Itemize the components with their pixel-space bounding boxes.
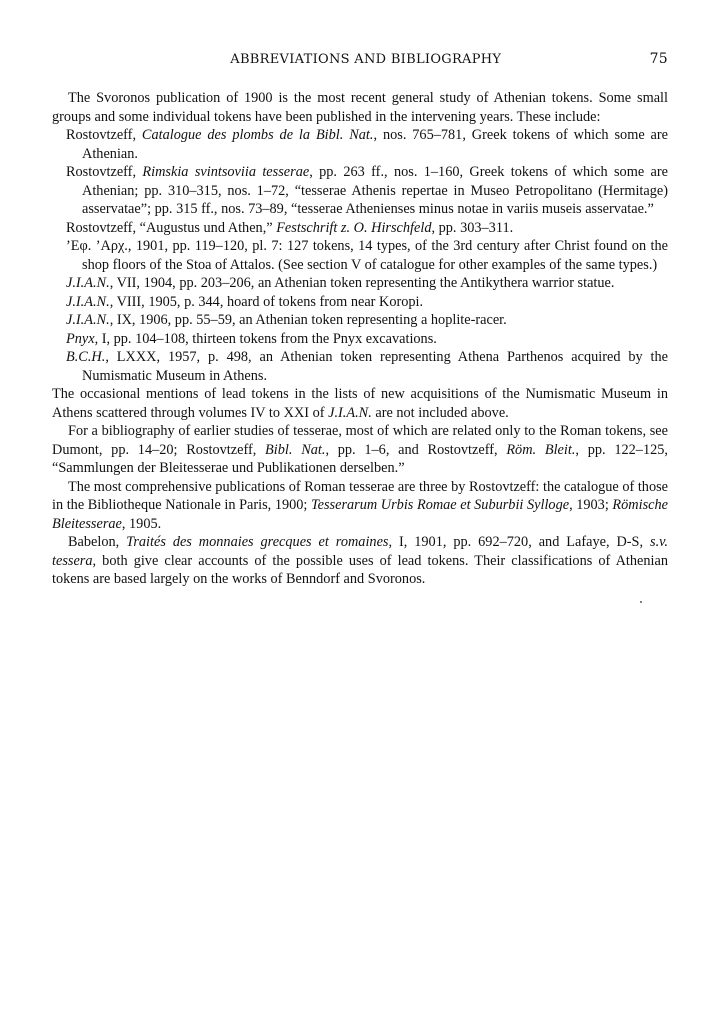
italic-title: Röm. Bleit. bbox=[506, 441, 576, 458]
italic-title: J.I.A.N. bbox=[328, 404, 372, 421]
page bbox=[52, 51, 668, 589]
text-run: For a bibliography of earlier studies of tesserae, most of which are related only to the Roman tokens, see Dumont, pp. 14–20; Rostovtzeff, bbox=[52, 423, 668, 458]
bibliography-entry bbox=[52, 293, 668, 312]
text-run: , pp. 1–6, and Rostovtzeff, bbox=[325, 441, 507, 458]
italic-title: J.I.A.N. bbox=[66, 275, 110, 291]
text-run: Babelon, bbox=[68, 534, 127, 550]
text-run: , VIII, 1905, p. 344, hoard of tokens from near Koropi. bbox=[109, 293, 424, 310]
bibliography-entry bbox=[52, 237, 668, 274]
text-run: , LXXX, 1957, p. 498, an Athenian token representing Athena Parthenos acquired by the Numismatic Museum in Athens. bbox=[82, 349, 668, 384]
bibliography-entry bbox=[52, 126, 668, 163]
italic-title: Festschrift z. O. Hirschfeld bbox=[276, 219, 432, 236]
italic-title: s.v. tessera bbox=[52, 534, 668, 569]
paragraph bbox=[52, 478, 668, 534]
text-run: The occasional mentions of lead tokens in the lists of new acquisitions of the Numismatic Museum in Athens scattered through volumes IV to XXI of bbox=[52, 386, 668, 421]
text-run: Rostovtzeff, bbox=[66, 164, 143, 180]
text-run: ’Εφ. ’Αρχ., 1901, pp. 119–120, pl. 7: 127 tokens, 14 types, of the 3rd century after Christ found on the shop floors of the Stoa of Attalos. (See section V of catalogue for other examples of the same types.) bbox=[66, 238, 668, 273]
text-run: , pp. 263 ff., nos. 1–160, Greek tokens of which some are Athenian; pp. 310–315, nos. 1–72, “tesserae Athenis repertae in Museo Petropolitano (Hermitage) asservatae”; pp. 315 ff., nos. 73–89, “tesserae Athenienses minus notae in variis museis asservatae.” bbox=[82, 164, 668, 217]
bibliography-entry bbox=[52, 311, 668, 330]
bibliography-entry bbox=[52, 330, 668, 349]
italic-title: Traités des monnaies grecques et romaines bbox=[126, 534, 389, 550]
bibliography-list bbox=[52, 126, 668, 385]
text-run: The most comprehensive publications of Roman tesserae are three by Rostovtzeff: the catalogue of those in the Bibliotheque Nationale in Paris, 1900; bbox=[52, 478, 669, 513]
paragraph bbox=[52, 385, 668, 422]
italic-title: Catalogue des plombs de la Bibl. Nat. bbox=[141, 127, 374, 143]
italic-title: Pnyx bbox=[66, 330, 95, 347]
text-run: , nos. 765–781, Greek tokens of which some are Athenian. bbox=[82, 127, 669, 162]
bibliography-entry bbox=[52, 274, 668, 293]
italic-title: Tesserarum Urbis Romae et Suburbii Sylloge bbox=[311, 497, 570, 513]
italic-title: Bibl. Nat. bbox=[265, 441, 326, 458]
bibliography-entry bbox=[52, 348, 668, 385]
page-number: 75 bbox=[649, 51, 668, 67]
text-run: Rostovtzeff, bbox=[66, 127, 142, 143]
text-run: , pp. 303–311. bbox=[431, 219, 514, 236]
italic-title: B.C.H. bbox=[66, 349, 106, 365]
text-run: Rostovtzeff, “Augustus und Athen,” bbox=[66, 219, 277, 236]
bibliography-entry bbox=[52, 163, 668, 219]
running-header bbox=[52, 51, 668, 67]
print-speck bbox=[640, 601, 642, 603]
text-run: are not included above. bbox=[371, 404, 509, 421]
text-run: , both give clear accounts of the possible uses of lead tokens. Their classifications of Athenian tokens are based largely on the works of Benndorf and Svoronos. bbox=[52, 552, 668, 587]
running-title: ABBREVIATIONS AND BIBLIOGRAPHY bbox=[230, 52, 502, 67]
text-run: , 1905. bbox=[121, 515, 162, 532]
bibliography-entry bbox=[52, 219, 668, 238]
italic-title: Rimskia svintsoviia tesserae bbox=[142, 164, 310, 180]
text-run: , I, 1901, pp. 692–720, and Lafaye, D-S, bbox=[388, 534, 650, 550]
text-run: , IX, 1906, pp. 55–59, an Athenian token representing a hoplite-racer. bbox=[109, 312, 507, 328]
body-text bbox=[52, 89, 668, 589]
italic-title: Römische Bleitesserae bbox=[52, 497, 668, 532]
text-run: , I, pp. 104–108, thirteen tokens from the Pnyx excavations. bbox=[94, 330, 437, 347]
paragraph bbox=[52, 422, 668, 478]
intro-paragraph: The Svoronos publication of 1900 is the most recent general study of Athenian tokens. Some small groups and some individual tokens have been published in the intervening years. These include: bbox=[52, 90, 668, 125]
italic-title: J.I.A.N. bbox=[66, 312, 110, 328]
text-run: , pp. 122–125, “Sammlungen der Bleitesserae und Publikationen derselben.” bbox=[52, 441, 668, 476]
text-run: , VII, 1904, pp. 203–206, an Athenian token representing the Antikythera warrior statue. bbox=[109, 275, 615, 291]
text-run: , 1903; bbox=[569, 497, 613, 513]
paragraph bbox=[52, 533, 668, 589]
italic-title: J.I.A.N. bbox=[66, 293, 110, 310]
discussion-paragraphs bbox=[52, 385, 668, 589]
